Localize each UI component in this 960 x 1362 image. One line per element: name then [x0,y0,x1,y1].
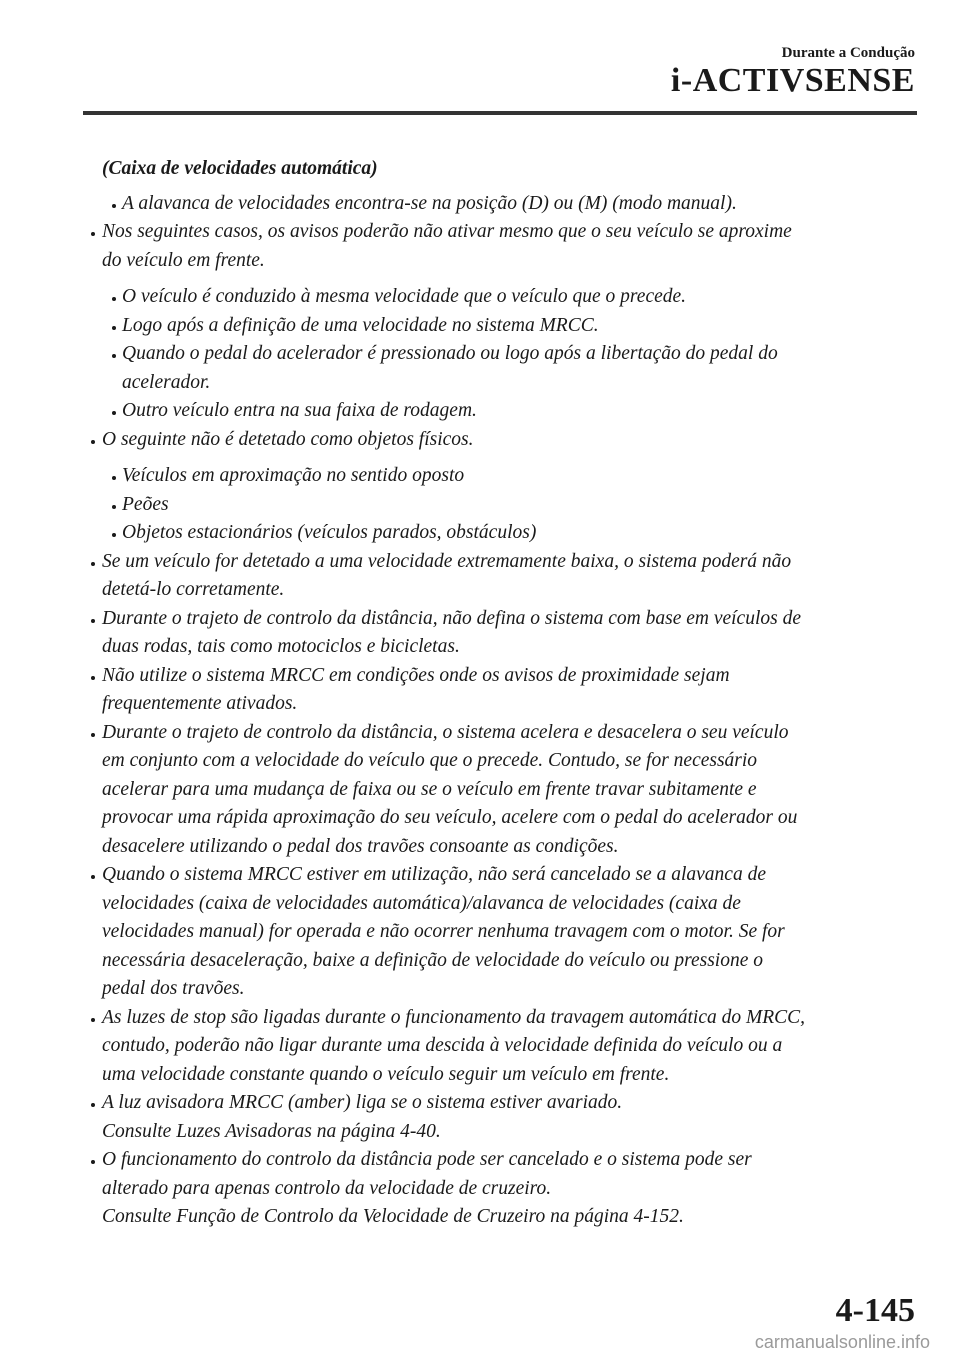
bullet-dot [91,676,95,680]
text-line: Consulte Função de Controlo da Velocidade de Cruzeiro na página 4-152. [102,1206,684,1227]
bullet-dot [112,476,116,480]
text-line: As luzes de stop são ligadas durante o funcionamento da travagem automática do MRCC, [102,1006,806,1028]
text-line: O funcionamento do controlo da distância pode ser cancelado e o sistema pode ser [102,1149,752,1170]
text-line: Nos seguintes casos, os avisos poderão não ativar mesmo que o seu veículo se aproxime [102,221,792,242]
bullet-item [76,605,918,662]
text-line: Quando o sistema MRCC estiver em utilização, não será cancelado se a alavanca de [102,864,766,885]
sub-bullet [76,519,918,548]
bullet-dot [112,354,116,358]
chapter-title: i-ACTIVSENSE [670,62,915,99]
text-line: velocidades (caixa de velocidades automática)/alavanca de velocidades (caixa de [102,892,741,914]
text-line: necessária desaceleração, baixe a definição de velocidade do veículo ou pressione o [102,949,763,971]
text-line: Outro veículo entra na sua faixa de rodagem. [122,400,477,421]
page-header [671,44,915,98]
text-line: Durante o trajeto de controlo da distância, não defina o sistema com base em veículos de [102,607,802,629]
sub-bullet [76,312,918,341]
subheading: (Caixa de velocidades automática) [102,158,378,179]
bullet-dot [112,505,116,509]
text-line: Durante o trajeto de controlo da distância, o sistema acelera e desacelera o seu veículo [102,721,789,743]
sub-bullet [76,462,918,491]
sub-bullet [76,397,918,426]
text-line: pedal dos travões. [102,978,245,999]
text-line: acelerador. [122,371,211,393]
text-line: do veículo em frente. [102,249,265,271]
text-line: Logo após a definição de uma velocidade no sistema MRCC. [122,314,599,336]
bullet-item [76,1089,918,1146]
bullet-dot [112,411,116,415]
text-line: desacelere utilizando o pedal dos travões consoante as condições. [102,835,619,857]
page-content [76,155,918,1232]
text-line: uma velocidade constante quando o veículo seguir um veículo em frente. [102,1063,670,1085]
bullet-item [76,1004,918,1090]
bullet-item [76,426,918,455]
bullet-dot [91,440,95,444]
bullet-dot [91,1018,95,1022]
text-line: O seguinte não é detetado como objetos físicos. [102,428,474,450]
bullet-dot [112,297,116,301]
bullet-dot [91,562,95,566]
bullet-dot [112,533,116,537]
bullet-dot [91,232,95,236]
text-line: acelerar para uma mudança de faixa ou se o veículo em frente travar subitamente e [102,778,757,800]
text-line: A alavanca de velocidades encontra-se na posição (D) ou (M) (modo manual). [122,192,737,214]
text-line: contudo, poderão não ligar durante uma descida à velocidade definida do veículo ou a [102,1035,783,1056]
text-line: provocar uma rápida aproximação do seu veículo, acelere com o pedal do acelerador ou [102,807,798,828]
bullet-item [76,548,918,605]
watermark: carmanualsonline.info [754,1332,930,1352]
section-title: Durante a Condução [781,45,915,61]
bullet-item [76,218,918,275]
bullet-dot [91,1160,95,1164]
text-line: Não utilize o sistema MRCC em condições onde os avisos de proximidade sejam [102,664,730,686]
text-line: Veículos em aproximação no sentido oposto [122,465,465,486]
bullet-dot [112,326,116,330]
bullet-item [76,662,918,719]
text-line: O veículo é conduzido à mesma velocidade que o veículo que o precede. [122,286,687,307]
text-line: Quando o pedal do acelerador é pressionado ou logo após a libertação do pedal do [122,343,778,364]
text-line: A luz avisadora MRCC (amber) liga se o sistema estiver avariado. [102,1092,623,1113]
bullet-dot [112,204,116,208]
bullet-item [76,861,918,1004]
header-rule [83,111,917,115]
sub-bullet [76,283,918,312]
sub-bullet [76,340,918,397]
text-line: Se um veículo for detetado a uma velocidade extremamente baixa, o sistema poderá não [102,550,792,572]
text-line: Consulte Luzes Avisadoras na página 4-40. [102,1120,441,1142]
bullet-dot [91,733,95,737]
bullet-item [76,719,918,862]
page-number: 4-145 [835,1292,915,1329]
bullet-dot [91,1103,95,1107]
sub-bullet [76,190,918,219]
text-line: em conjunto com a velocidade do veículo que o precede. Contudo, se for necessário [102,750,758,771]
text-line: Peões [122,493,169,515]
text-line: Objetos estacionários (veículos parados, obstáculos) [122,522,537,543]
sub-bullet [76,491,918,520]
text-line: velocidades manual) for operada e não ocorrer nenhuma travagem com o motor. Se for [102,921,785,942]
text-line: detetá-lo corretamente. [102,579,285,600]
text-line: alterado para apenas controlo da velocidade de cruzeiro. [102,1177,552,1199]
text-line: duas rodas, tais como motociclos e bicicletas. [102,636,460,657]
bullet-dot [91,875,95,879]
bullet-dot [91,619,95,623]
bullet-item [76,1146,918,1232]
text-line: frequentemente ativados. [102,693,298,714]
